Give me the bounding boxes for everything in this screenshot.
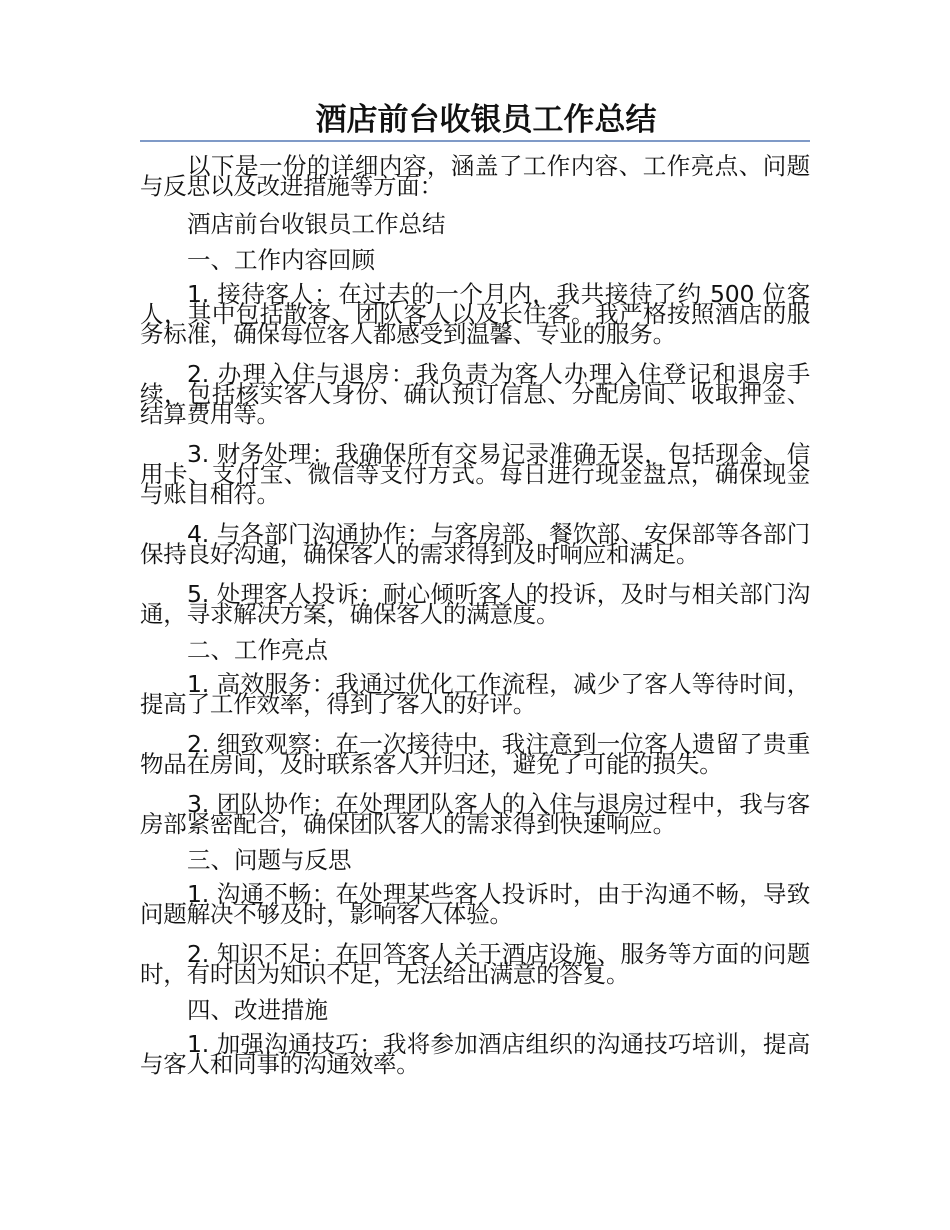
list-item: 1. 接待客人：在过去的一个月内，我共接待了约 500 位客人，其中包括散客、团队客人以及长住客。我严格按照酒店的服务标准，确保每位客人都感受到温馨、专业的服务。 (140, 280, 810, 348)
list-item: 1. 加强沟通技巧：我将参加酒店组织的沟通技巧培训，提高与客人和同事的沟通效率。 (140, 1030, 810, 1078)
title-underline (140, 140, 810, 142)
list-item: 4. 与各部门沟通协作：与客房部、餐饮部、安保部等各部门保持良好沟通，确保客人的需求得到及时响应和满足。 (140, 520, 810, 568)
intro-paragraph: 以下是一份的详细内容，涵盖了工作内容、工作亮点、问题与反思以及改进措施等方面： (140, 152, 810, 200)
section-heading-issues: 三、问题与反思 (187, 846, 352, 874)
list-item: 5. 处理客人投诉：耐心倾听客人的投诉，及时与相关部门沟通，寻求解决方案，确保客人的满意度。 (140, 580, 810, 628)
section-heading-highlights: 二、工作亮点 (187, 636, 328, 664)
document-page (140, 100, 810, 1094)
list-item: 3. 财务处理：我确保所有交易记录准确无误，包括现金、信用卡、支付宝、微信等支付方式。每日进行现金盘点，确保现金与账目相符。 (140, 440, 810, 508)
document-title: 酒店前台收银员工作总结 (315, 102, 657, 138)
section-heading-improvements: 四、改进措施 (187, 996, 328, 1024)
list-item: 3. 团队协作：在处理团队客人的入住与退房过程中，我与客房部紧密配合，确保团队客人的需求得到快速响应。 (140, 790, 810, 838)
list-item: 2. 知识不足：在回答客人关于酒店设施、服务等方面的问题时，有时因为知识不足，无法给出满意的答复。 (140, 940, 810, 988)
list-item: 2. 办理入住与退房：我负责为客人办理入住登记和退房手续，包括核实客人身份、确认预订信息、分配房间、收取押金、结算费用等。 (140, 360, 810, 428)
list-item: 1. 沟通不畅：在处理某些客人投诉时，由于沟通不畅，导致问题解决不够及时，影响客人体验。 (140, 880, 810, 928)
list-item: 2. 细致观察：在一次接待中，我注意到一位客人遗留了贵重物品在房间，及时联系客人并归还，避免了可能的损失。 (140, 730, 810, 778)
list-item: 1. 高效服务：我通过优化工作流程，减少了客人等待时间，提高了工作效率，得到了客人的好评。 (140, 670, 810, 718)
section-heading-content-review: 一、工作内容回顾 (187, 246, 375, 274)
document-subtitle: 酒店前台收银员工作总结 (187, 210, 446, 238)
